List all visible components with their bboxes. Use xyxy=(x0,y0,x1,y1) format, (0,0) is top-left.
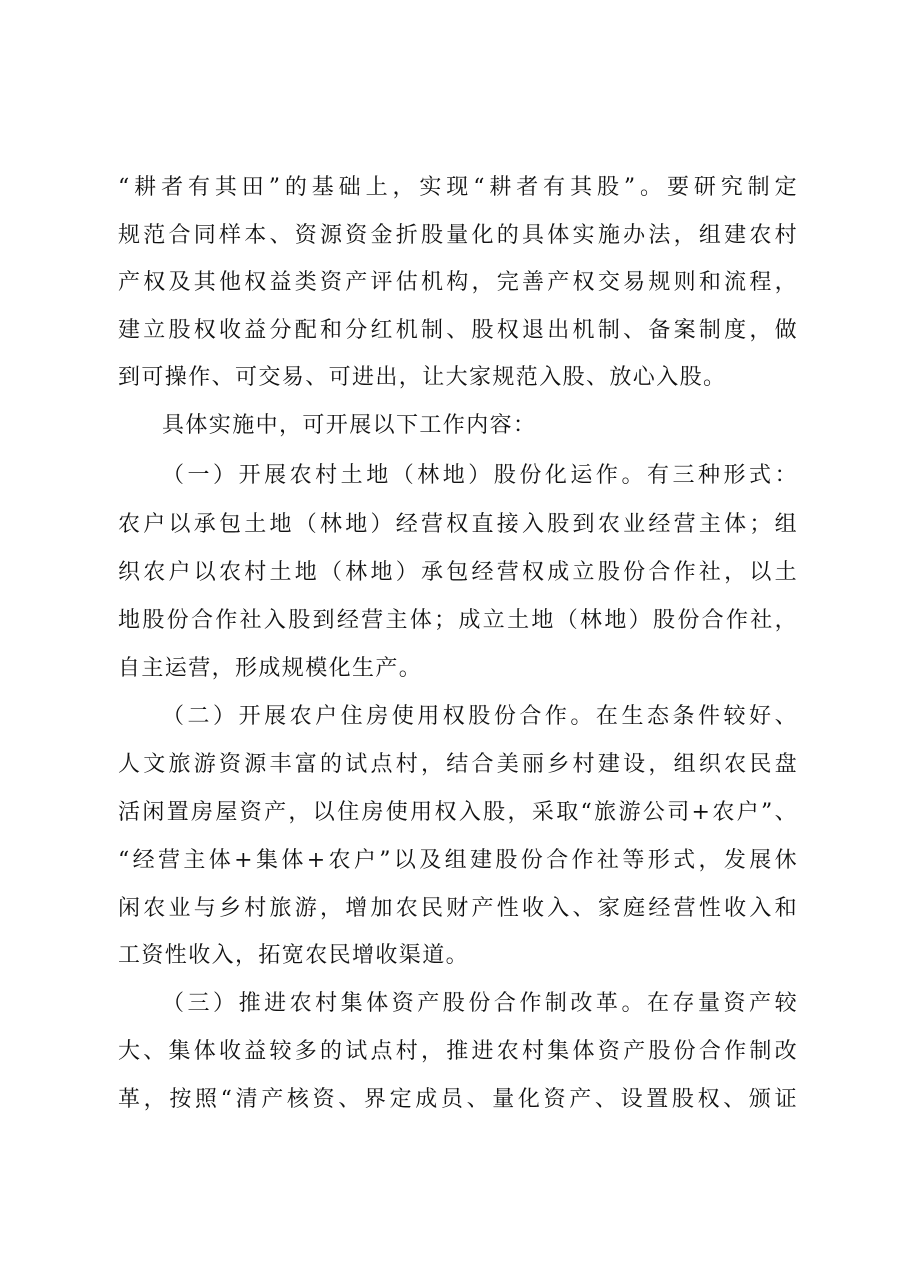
paragraph-line: 农户以承包土地（林地）经营权直接入股到农业经营主体；组 xyxy=(118,512,798,537)
paragraph-line: 人文旅游资源丰富的试点村，结合美丽乡村建设，组织农民盘 xyxy=(118,752,798,777)
paragraph-line: 到可操作、可交易、可进出，让大家规范入股、放心入股。 xyxy=(118,365,727,390)
paragraph-line: 建立股权收益分配和分红机制、股权退出机制、备案制度，做 xyxy=(118,318,798,343)
paragraph-line: 地股份合作社入股到经营主体；成立土地（林地）股份合作社， xyxy=(118,608,798,633)
paragraph-line: 大、集体收益较多的试点村，推进农村集体资产股份合作制改 xyxy=(118,1039,798,1064)
paragraph-line: “经营主体+集体+农户”以及组建股份合作社等形式，发展休 xyxy=(118,848,798,873)
paragraph-line: 革，按照“清产核资、界定成员、量化资产、设置股权、颁证 xyxy=(118,1087,798,1112)
paragraph-line: （一）开展农村土地（林地）股份化运作。有三种形式： xyxy=(162,463,798,488)
paragraph-line: 具体实施中，可开展以下工作内容： xyxy=(162,413,537,438)
paragraph-line: （二）开展农户住房使用权股份合作。在生态条件较好、 xyxy=(162,704,798,729)
paragraph-line: 闲农业与乡村旅游，增加农民财产性收入、家庭经营性收入和 xyxy=(118,896,798,921)
paragraph-line: 产权及其他权益类资产评估机构，完善产权交易规则和流程， xyxy=(118,270,798,295)
paragraph-line: 工资性收入，拓宽农民增收渠道。 xyxy=(118,943,470,968)
paragraph-line: “耕者有其田”的基础上，实现“耕者有其股”。要研究制定 xyxy=(118,175,798,200)
paragraph-line: 自主运营，形成规模化生产。 xyxy=(118,656,423,681)
paragraph-line: 活闲置房屋资产，以住房使用权入股，采取“旅游公司+农户”、 xyxy=(118,800,798,825)
paragraph-line: 规范合同样本、资源资金折股量化的具体实施办法，组建农村 xyxy=(118,223,798,248)
paragraph-line: （三）推进农村集体资产股份合作制改革。在存量资产较 xyxy=(162,991,798,1016)
paragraph-line: 织农户以农村土地（林地）承包经营权成立股份合作社，以土 xyxy=(118,560,798,585)
